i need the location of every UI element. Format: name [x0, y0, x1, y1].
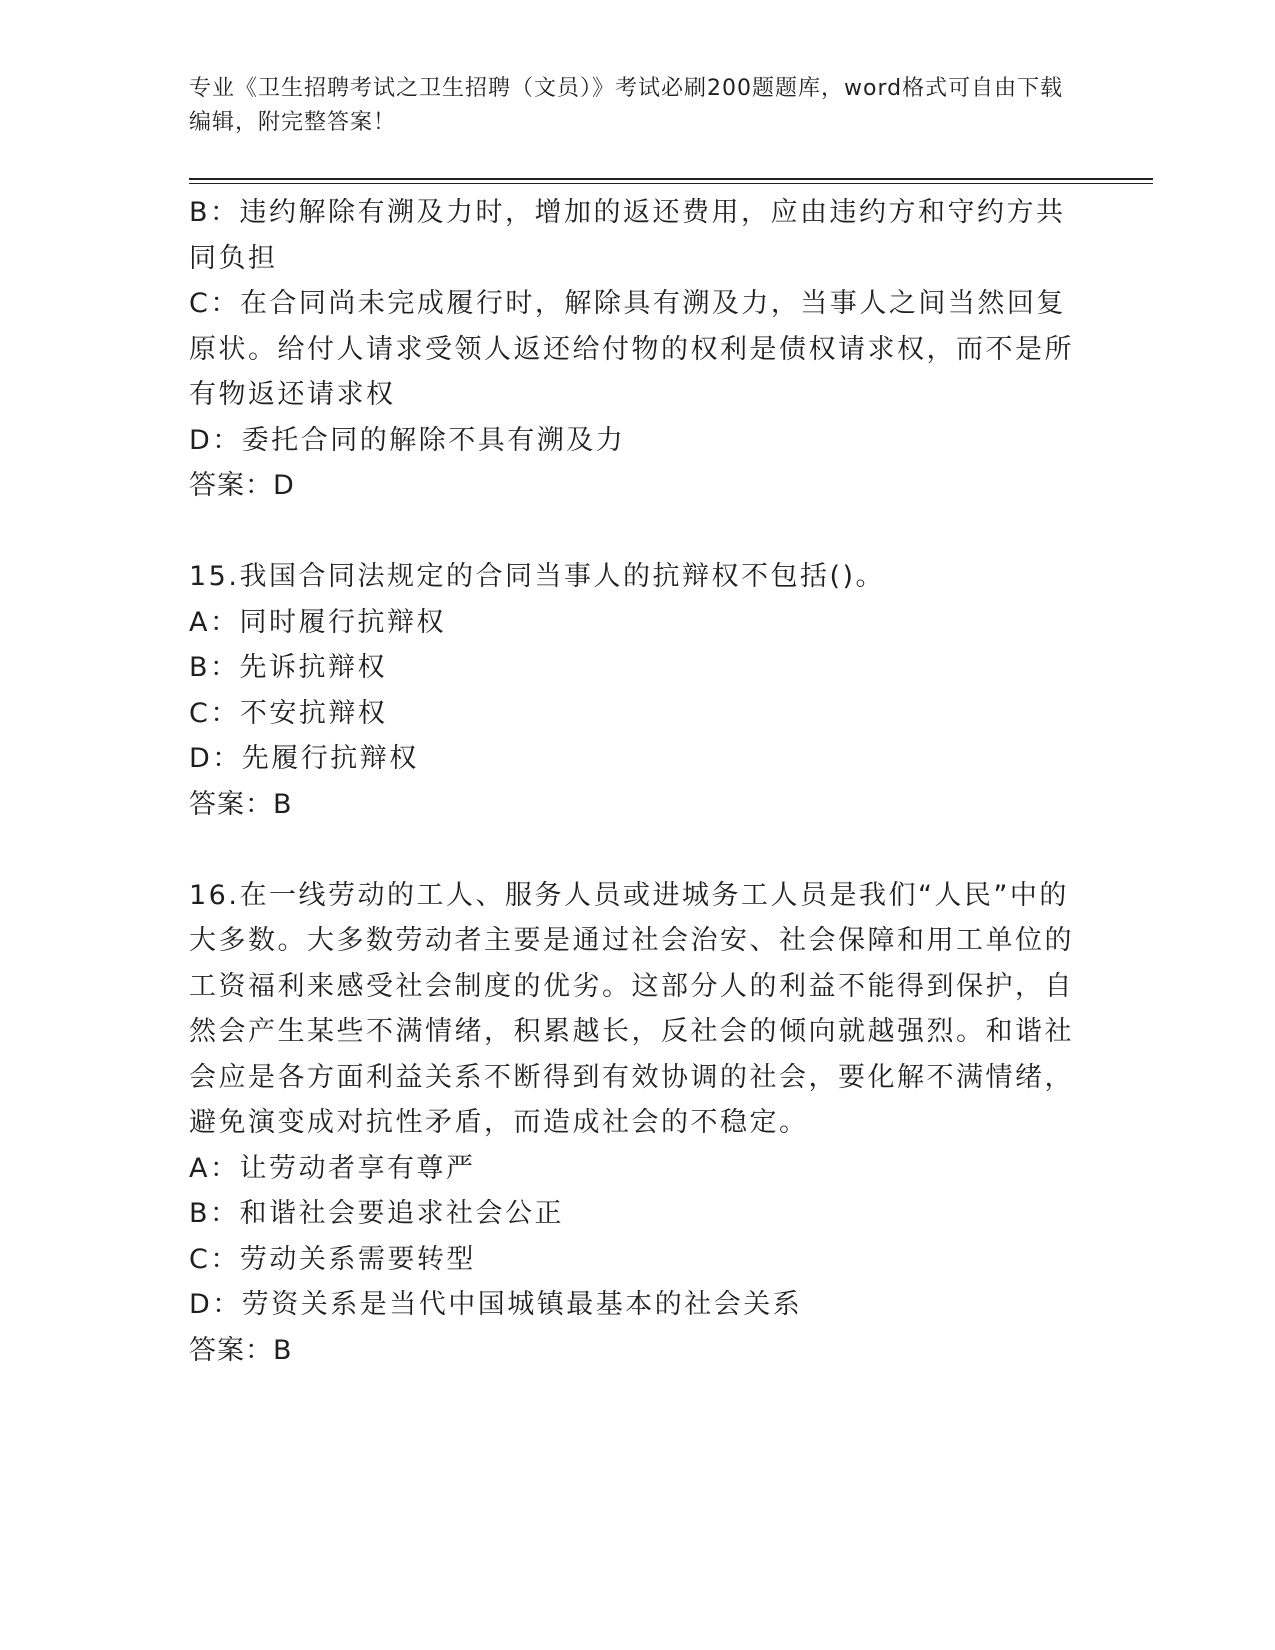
- option-d: D：先履行抗辩权: [189, 743, 419, 774]
- option-b: B：违约解除有溯及力时，增加的返还费用，应由违约方和守约方共同负担: [189, 197, 1066, 274]
- option-b: B：和谐社会要追求社会公正: [189, 1198, 565, 1229]
- question-15-block: [189, 554, 1089, 827]
- question-16-block: [189, 873, 1089, 1374]
- question-stem: 15.我国合同法规定的合同当事人的抗辩权不包括()。: [189, 561, 886, 592]
- answer-line: 答案：B: [189, 788, 293, 820]
- spacer: [189, 827, 1089, 873]
- header-divider-thick: [189, 178, 1153, 180]
- option-a: A：同时履行抗辩权: [189, 606, 446, 638]
- header-divider-thin: [189, 183, 1153, 184]
- option-d: D：委托合同的解除不具有溯及力: [189, 424, 626, 456]
- option-a: A：让劳动者享有尊严: [189, 1152, 476, 1184]
- option-d: D：劳资关系是当代中国城镇最基本的社会关系: [189, 1289, 803, 1320]
- answer-line: 答案：B: [189, 1334, 293, 1366]
- option-c: C：不安抗辩权: [189, 697, 388, 729]
- question-stem: 16.在一线劳动的工人、服务人员或进城务工人员是我们“人民”中的大多数。大多数劳动者主要是通过社会治安、社会保障和用工单位的工资福利来感受社会制度的优劣。这部分人的利益不能得到保护，自然会产生某些不满情绪，积累越长，反社会的倾向就越强烈。和谐社会应是各方面利益关系不断得到有效协调的社会，要化解不满情绪，避免演变成对抗性矛盾，而造成社会的不稳定。: [189, 879, 1074, 1138]
- previous-question-block: [189, 190, 1089, 509]
- document-header: 专业《卫生招聘考试之卫生招聘（文员）》考试必刷200题题库，word格式可自由下载编辑，附完整答案！: [189, 76, 1064, 135]
- answer-line: 答案：D: [189, 470, 295, 501]
- option-c: C：劳动关系需要转型: [189, 1243, 476, 1275]
- option-b: B：先诉抗辩权: [189, 652, 388, 683]
- spacer: [189, 509, 1089, 555]
- document-body: [189, 190, 1089, 1373]
- option-c: C：在合同尚未完成履行时，解除具有溯及力，当事人之间当然回复原状。给付人请求受领人返还给付物的权利是债权请求权，而不是所有物返还请求权: [189, 288, 1074, 410]
